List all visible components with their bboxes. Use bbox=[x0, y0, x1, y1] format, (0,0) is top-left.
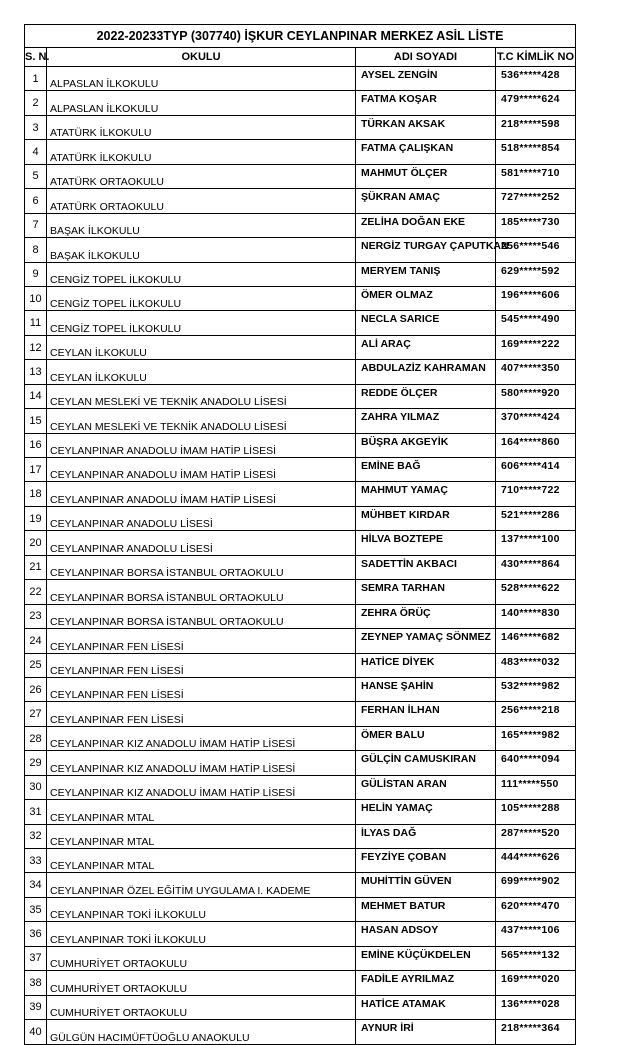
name-cell: ZELİHA DOĞAN EKE bbox=[356, 213, 496, 237]
tc-cell: 430*****864 bbox=[496, 555, 576, 579]
row-number: 4 bbox=[25, 140, 47, 164]
row-number: 26 bbox=[25, 677, 47, 701]
table-row bbox=[25, 922, 576, 946]
tc-cell: 565*****132 bbox=[496, 946, 576, 970]
candidate-table bbox=[24, 24, 576, 1045]
school-cell: CEYLANPINAR FEN LİSESİ bbox=[47, 702, 356, 726]
name-cell: ÖMER BALU bbox=[356, 726, 496, 750]
table-row bbox=[25, 140, 576, 164]
name-cell: GÜLİSTAN ARAN bbox=[356, 775, 496, 799]
page-title: 2022-20233TYP (307740) İŞKUR CEYLANPINAR MERKEZ ASİL LİSTE bbox=[25, 25, 576, 48]
school-cell: CEYLANPINAR BORSA İSTANBUL ORTAOKULU bbox=[47, 604, 356, 628]
school-cell: CEYLANPINAR ANADOLU LİSESİ bbox=[47, 506, 356, 530]
table-row bbox=[25, 360, 576, 384]
table-row bbox=[25, 629, 576, 653]
name-cell: FERHAN İLHAN bbox=[356, 702, 496, 726]
tc-cell: 256*****218 bbox=[496, 702, 576, 726]
tc-cell: 629*****592 bbox=[496, 262, 576, 286]
row-number: 27 bbox=[25, 702, 47, 726]
name-cell: HATİCE DİYEK bbox=[356, 653, 496, 677]
title-row bbox=[25, 25, 576, 48]
tc-cell: 169*****020 bbox=[496, 971, 576, 995]
table-row bbox=[25, 531, 576, 555]
school-cell: CEYLANPINAR ÖZEL EĞİTİM UYGULAMA I. KADEME bbox=[47, 873, 356, 897]
table-row bbox=[25, 311, 576, 335]
row-number: 1 bbox=[25, 67, 47, 91]
table-row bbox=[25, 677, 576, 701]
row-number: 17 bbox=[25, 458, 47, 482]
school-cell: CEYLAN MESLEKİ VE TEKNİK ANADOLU LİSESİ bbox=[47, 409, 356, 433]
row-number: 20 bbox=[25, 531, 47, 555]
table-row bbox=[25, 995, 576, 1019]
table-row bbox=[25, 409, 576, 433]
table-row bbox=[25, 775, 576, 799]
row-number: 38 bbox=[25, 971, 47, 995]
school-cell: ATATÜRK ORTAOKULU bbox=[47, 189, 356, 213]
table-row bbox=[25, 433, 576, 457]
tc-cell: 196*****606 bbox=[496, 286, 576, 310]
school-cell: CEYLANPINAR KIZ ANADOLU İMAM HATİP LİSESİ bbox=[47, 775, 356, 799]
row-number: 19 bbox=[25, 506, 47, 530]
table-row bbox=[25, 335, 576, 359]
row-number: 25 bbox=[25, 653, 47, 677]
school-cell: CEYLANPINAR KIZ ANADOLU İMAM HATİP LİSESİ bbox=[47, 751, 356, 775]
school-cell: CEYLANPINAR KIZ ANADOLU İMAM HATİP LİSESİ bbox=[47, 726, 356, 750]
name-cell: ZEYNEP YAMAÇ SÖNMEZ bbox=[356, 629, 496, 653]
row-number: 2 bbox=[25, 91, 47, 115]
tc-cell: 218*****598 bbox=[496, 115, 576, 139]
name-cell: AYSEL ZENGİN bbox=[356, 67, 496, 91]
school-cell: CEYLAN MESLEKİ VE TEKNİK ANADOLU LİSESİ bbox=[47, 384, 356, 408]
tc-cell: 536*****428 bbox=[496, 67, 576, 91]
table-row bbox=[25, 800, 576, 824]
tc-cell: 444*****626 bbox=[496, 849, 576, 873]
table-row bbox=[25, 286, 576, 310]
tc-cell: 620*****470 bbox=[496, 897, 576, 921]
school-cell: CEYLANPINAR MTAL bbox=[47, 824, 356, 848]
name-cell: ZAHRA YILMAZ bbox=[356, 409, 496, 433]
tc-cell: 105*****288 bbox=[496, 800, 576, 824]
tc-cell: 545*****490 bbox=[496, 311, 576, 335]
row-number: 21 bbox=[25, 555, 47, 579]
school-cell: ALPASLAN İLKOKULU bbox=[47, 91, 356, 115]
row-number: 35 bbox=[25, 897, 47, 921]
school-cell: CENGİZ TOPEL İLKOKULU bbox=[47, 286, 356, 310]
name-cell: MAHMUT YAMAÇ bbox=[356, 482, 496, 506]
tc-cell: 581*****710 bbox=[496, 164, 576, 188]
tc-cell: 287*****520 bbox=[496, 824, 576, 848]
name-cell: MAHMUT ÖLÇER bbox=[356, 164, 496, 188]
row-number: 11 bbox=[25, 311, 47, 335]
tc-cell: 137*****100 bbox=[496, 531, 576, 555]
table-row bbox=[25, 91, 576, 115]
row-number: 29 bbox=[25, 751, 47, 775]
table-row bbox=[25, 873, 576, 897]
table-row bbox=[25, 384, 576, 408]
table-row bbox=[25, 1020, 576, 1044]
tc-cell: 140*****830 bbox=[496, 604, 576, 628]
name-cell: REDDE ÖLÇER bbox=[356, 384, 496, 408]
tc-cell: 528*****622 bbox=[496, 580, 576, 604]
name-cell: SEMRA TARHAN bbox=[356, 580, 496, 604]
table-row bbox=[25, 971, 576, 995]
header-sn: S. N. bbox=[25, 48, 47, 67]
name-cell: HASAN ADSOY bbox=[356, 922, 496, 946]
tc-cell: 164*****860 bbox=[496, 433, 576, 457]
school-cell: BAŞAK İLKOKULU bbox=[47, 213, 356, 237]
row-number: 39 bbox=[25, 995, 47, 1019]
table-row bbox=[25, 702, 576, 726]
school-cell: CEYLANPINAR MTAL bbox=[47, 800, 356, 824]
tc-cell: 521*****286 bbox=[496, 506, 576, 530]
school-cell: BAŞAK İLKOKULU bbox=[47, 238, 356, 262]
name-cell: MERYEM TANIŞ bbox=[356, 262, 496, 286]
school-cell: ALPASLAN İLKOKULU bbox=[47, 67, 356, 91]
name-cell: BÜŞRA AKGEYİK bbox=[356, 433, 496, 457]
tc-cell: 185*****730 bbox=[496, 213, 576, 237]
tc-cell: 479*****624 bbox=[496, 91, 576, 115]
name-cell: ABDULAZİZ KAHRAMAN bbox=[356, 360, 496, 384]
row-number: 22 bbox=[25, 580, 47, 604]
row-number: 16 bbox=[25, 433, 47, 457]
name-cell: ŞÜKRAN AMAÇ bbox=[356, 189, 496, 213]
row-number: 18 bbox=[25, 482, 47, 506]
name-cell: MEHMET BATUR bbox=[356, 897, 496, 921]
row-number: 37 bbox=[25, 946, 47, 970]
header-row bbox=[25, 48, 576, 67]
school-cell: CUMHURİYET ORTAOKULU bbox=[47, 971, 356, 995]
school-cell: CENGİZ TOPEL İLKOKULU bbox=[47, 311, 356, 335]
table-row bbox=[25, 482, 576, 506]
row-number: 9 bbox=[25, 262, 47, 286]
name-cell: EMİNE BAĞ bbox=[356, 458, 496, 482]
row-number: 23 bbox=[25, 604, 47, 628]
table-row bbox=[25, 238, 576, 262]
name-cell: FATMA ÇALIŞKAN bbox=[356, 140, 496, 164]
school-cell: CEYLANPINAR BORSA İSTANBUL ORTAOKULU bbox=[47, 555, 356, 579]
header-tc: T.C KİMLİK NO bbox=[496, 48, 576, 67]
name-cell: ÖMER OLMAZ bbox=[356, 286, 496, 310]
school-cell: CEYLANPINAR TOKİ İLKOKULU bbox=[47, 897, 356, 921]
table-row bbox=[25, 164, 576, 188]
tc-cell: 136*****028 bbox=[496, 995, 576, 1019]
row-number: 13 bbox=[25, 360, 47, 384]
row-number: 36 bbox=[25, 922, 47, 946]
name-cell: GÜLÇİN CAMUSKIRAN bbox=[356, 751, 496, 775]
row-number: 5 bbox=[25, 164, 47, 188]
tc-cell: 518*****854 bbox=[496, 140, 576, 164]
table-row bbox=[25, 751, 576, 775]
tc-cell: 169*****222 bbox=[496, 335, 576, 359]
row-number: 7 bbox=[25, 213, 47, 237]
name-cell: TÜRKAN AKSAK bbox=[356, 115, 496, 139]
name-cell: HANSE ŞAHİN bbox=[356, 677, 496, 701]
school-cell: CUMHURİYET ORTAOKULU bbox=[47, 995, 356, 1019]
school-cell: ATATÜRK İLKOKULU bbox=[47, 115, 356, 139]
table-row bbox=[25, 555, 576, 579]
name-cell: FEYZİYE ÇOBAN bbox=[356, 849, 496, 873]
table-row bbox=[25, 604, 576, 628]
tc-cell: 146*****682 bbox=[496, 629, 576, 653]
name-cell: ALİ ARAÇ bbox=[356, 335, 496, 359]
name-cell: MÜHBET KIRDAR bbox=[356, 506, 496, 530]
school-cell: CEYLANPINAR FEN LİSESİ bbox=[47, 677, 356, 701]
table-body bbox=[25, 67, 576, 1045]
school-cell: ATATÜRK ORTAOKULU bbox=[47, 164, 356, 188]
table-row bbox=[25, 653, 576, 677]
school-cell: CEYLANPINAR ANADOLU İMAM HATİP LİSESİ bbox=[47, 482, 356, 506]
tc-cell: 580*****920 bbox=[496, 384, 576, 408]
name-cell: NECLA SARICE bbox=[356, 311, 496, 335]
tc-cell: 256*****546 bbox=[496, 238, 576, 262]
school-cell: CEYLANPINAR ANADOLU İMAM HATİP LİSESİ bbox=[47, 458, 356, 482]
table-row bbox=[25, 189, 576, 213]
table-row bbox=[25, 115, 576, 139]
row-number: 24 bbox=[25, 629, 47, 653]
header-school: OKULU bbox=[47, 48, 356, 67]
table-row bbox=[25, 897, 576, 921]
name-cell: HİLVA BOZTEPE bbox=[356, 531, 496, 555]
name-cell: AYNUR İRİ bbox=[356, 1020, 496, 1044]
tc-cell: 165*****982 bbox=[496, 726, 576, 750]
name-cell: EMİNE KÜÇÜKDELEN bbox=[356, 946, 496, 970]
table-row bbox=[25, 580, 576, 604]
school-cell: CEYLANPINAR TOKİ İLKOKULU bbox=[47, 922, 356, 946]
row-number: 32 bbox=[25, 824, 47, 848]
row-number: 30 bbox=[25, 775, 47, 799]
school-cell: CENGİZ TOPEL İLKOKULU bbox=[47, 262, 356, 286]
tc-cell: 699*****902 bbox=[496, 873, 576, 897]
school-cell: CEYLANPINAR BORSA İSTANBUL ORTAOKULU bbox=[47, 580, 356, 604]
row-number: 33 bbox=[25, 849, 47, 873]
name-cell: HATİCE ATAMAK bbox=[356, 995, 496, 1019]
school-cell: GÜLGÜN HACIMÜFTÜOĞLU ANAOKULU bbox=[47, 1020, 356, 1044]
tc-cell: 437*****106 bbox=[496, 922, 576, 946]
row-number: 8 bbox=[25, 238, 47, 262]
table-row bbox=[25, 213, 576, 237]
school-cell: ATATÜRK İLKOKULU bbox=[47, 140, 356, 164]
row-number: 31 bbox=[25, 800, 47, 824]
row-number: 15 bbox=[25, 409, 47, 433]
school-cell: CEYLANPINAR FEN LİSESİ bbox=[47, 653, 356, 677]
table-row bbox=[25, 726, 576, 750]
tc-cell: 606*****414 bbox=[496, 458, 576, 482]
table-row bbox=[25, 506, 576, 530]
tc-cell: 640*****094 bbox=[496, 751, 576, 775]
school-cell: CEYLANPINAR ANADOLU İMAM HATİP LİSESİ bbox=[47, 433, 356, 457]
row-number: 28 bbox=[25, 726, 47, 750]
school-cell: CUMHURİYET ORTAOKULU bbox=[47, 946, 356, 970]
table-row bbox=[25, 262, 576, 286]
school-cell: CEYLANPINAR ANADOLU LİSESİ bbox=[47, 531, 356, 555]
list-document bbox=[24, 24, 575, 1045]
name-cell: ZEHRA ÖRÜÇ bbox=[356, 604, 496, 628]
header-name: ADI SOYADI bbox=[356, 48, 496, 67]
tc-cell: 370*****424 bbox=[496, 409, 576, 433]
row-number: 3 bbox=[25, 115, 47, 139]
row-number: 40 bbox=[25, 1020, 47, 1044]
table-row bbox=[25, 458, 576, 482]
row-number: 12 bbox=[25, 335, 47, 359]
school-cell: CEYLANPINAR FEN LİSESİ bbox=[47, 629, 356, 653]
row-number: 34 bbox=[25, 873, 47, 897]
tc-cell: 483*****032 bbox=[496, 653, 576, 677]
name-cell: FATMA KOŞAR bbox=[356, 91, 496, 115]
table-row bbox=[25, 849, 576, 873]
tc-cell: 111*****550 bbox=[496, 775, 576, 799]
school-cell: CEYLAN İLKOKULU bbox=[47, 360, 356, 384]
table-row bbox=[25, 67, 576, 91]
name-cell: İLYAS DAĞ bbox=[356, 824, 496, 848]
name-cell: FADİLE AYRILMAZ bbox=[356, 971, 496, 995]
name-cell: SADETTİN AKBACI bbox=[356, 555, 496, 579]
tc-cell: 218*****364 bbox=[496, 1020, 576, 1044]
row-number: 10 bbox=[25, 286, 47, 310]
row-number: 14 bbox=[25, 384, 47, 408]
name-cell: MUHİTTİN GÜVEN bbox=[356, 873, 496, 897]
school-cell: CEYLANPINAR MTAL bbox=[47, 849, 356, 873]
tc-cell: 532*****982 bbox=[496, 677, 576, 701]
row-number: 6 bbox=[25, 189, 47, 213]
table-row bbox=[25, 824, 576, 848]
name-cell: NERGİZ TURGAY ÇAPUTKAN bbox=[356, 238, 496, 262]
table-row bbox=[25, 946, 576, 970]
tc-cell: 727*****252 bbox=[496, 189, 576, 213]
school-cell: CEYLAN İLKOKULU bbox=[47, 335, 356, 359]
name-cell: HELİN YAMAÇ bbox=[356, 800, 496, 824]
tc-cell: 407*****350 bbox=[496, 360, 576, 384]
tc-cell: 710*****722 bbox=[496, 482, 576, 506]
